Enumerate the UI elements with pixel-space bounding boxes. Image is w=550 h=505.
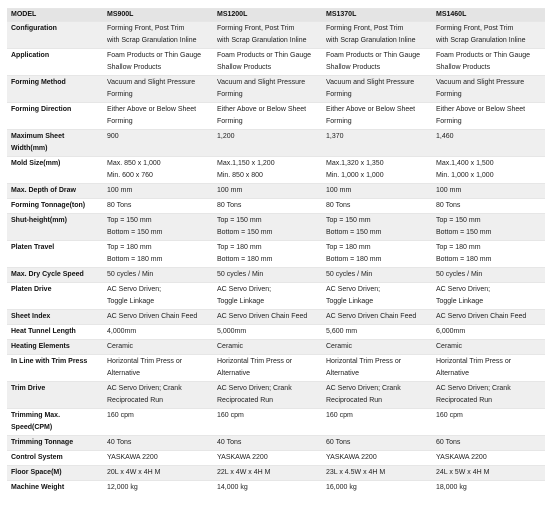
table-body bbox=[7, 22, 545, 496]
table-cell bbox=[322, 466, 432, 481]
cell-line: Shallow Products bbox=[436, 64, 491, 71]
header-row bbox=[7, 9, 545, 22]
cell-line: Ceramic bbox=[326, 343, 353, 350]
table-cell bbox=[432, 382, 545, 409]
cell-line: 60 Tons bbox=[436, 439, 461, 446]
table-cell bbox=[103, 184, 213, 199]
cell-line: Min. 1,000 x 1,000 bbox=[436, 172, 494, 179]
cell-line: Forming bbox=[326, 91, 352, 98]
cell-line: 100 mm bbox=[217, 187, 243, 194]
row-label bbox=[7, 382, 103, 409]
cell-line: 50 cycles / Min bbox=[436, 271, 483, 278]
table-cell bbox=[103, 283, 213, 310]
cell-line: Min. 1,000 x 1,000 bbox=[326, 172, 384, 179]
cell-line: 12,000 kg bbox=[107, 484, 138, 491]
table-cell bbox=[213, 268, 322, 283]
cell-line: Toggle Linkage bbox=[217, 298, 265, 305]
cell-line: 80 Tons bbox=[436, 202, 461, 209]
cell-line: Horizontal Trim Press or bbox=[107, 358, 183, 365]
table-cell bbox=[213, 409, 322, 436]
table-cell bbox=[103, 382, 213, 409]
table-cell bbox=[322, 76, 432, 103]
table-row bbox=[7, 340, 545, 355]
row-label bbox=[7, 310, 103, 325]
table-row bbox=[7, 310, 545, 325]
cell-line: 20L x 4W x 4H M bbox=[107, 469, 161, 476]
table-cell bbox=[432, 451, 545, 466]
cell-line: with Scrap Granulation Inline bbox=[217, 37, 307, 44]
cell-line: Max.1,150 x 1,200 bbox=[217, 160, 275, 167]
cell-line: 80 Tons bbox=[217, 202, 242, 209]
row-label bbox=[7, 268, 103, 283]
cell-line: 80 Tons bbox=[107, 202, 132, 209]
cell-line: Top = 150 mm bbox=[217, 217, 262, 224]
cell-line: 100 mm bbox=[107, 187, 133, 194]
cell-line: Bottom = 150 mm bbox=[107, 229, 163, 236]
cell-line: Alternative bbox=[326, 370, 360, 377]
table-header bbox=[7, 9, 545, 22]
cell-line: 50 cycles / Min bbox=[107, 271, 154, 278]
row-label bbox=[7, 481, 103, 496]
row-label bbox=[7, 466, 103, 481]
row-label-line: Trimming Max. bbox=[11, 412, 61, 419]
cell-line: YASKAWA 2200 bbox=[436, 454, 487, 461]
cell-line: Forming bbox=[436, 118, 462, 125]
cell-line: Top = 180 mm bbox=[217, 244, 262, 251]
cell-line: Top = 180 mm bbox=[436, 244, 481, 251]
cell-line: Toggle Linkage bbox=[326, 298, 374, 305]
cell-line: Bottom = 180 mm bbox=[326, 256, 382, 263]
row-label bbox=[7, 130, 103, 157]
row-label bbox=[7, 22, 103, 49]
row-label-line: Floor Space(M) bbox=[11, 469, 62, 476]
table-cell bbox=[322, 340, 432, 355]
cell-line: Forming bbox=[436, 91, 462, 98]
cell-line: 40 Tons bbox=[107, 439, 132, 446]
table-cell bbox=[432, 130, 545, 157]
cell-line: Horizontal Trim Press or bbox=[326, 358, 402, 365]
cell-line: Vacuum and Slight Pressure bbox=[217, 79, 306, 86]
table-cell bbox=[322, 382, 432, 409]
cell-line: Foam Products or Thin Gauge bbox=[436, 52, 531, 59]
table-cell bbox=[432, 214, 545, 241]
cell-line: Horizontal Trim Press or bbox=[436, 358, 512, 365]
table-cell bbox=[432, 355, 545, 382]
table-cell bbox=[103, 199, 213, 214]
table-cell bbox=[432, 409, 545, 436]
table-cell bbox=[322, 184, 432, 199]
table-cell bbox=[213, 481, 322, 496]
cell-line: 6,000mm bbox=[436, 328, 466, 335]
table-cell bbox=[432, 241, 545, 268]
cell-line: Toggle Linkage bbox=[436, 298, 484, 305]
cell-line: YASKAWA 2200 bbox=[217, 454, 268, 461]
header-cell-ms1200l: MS1200L bbox=[213, 9, 322, 22]
cell-line: Ceramic bbox=[217, 343, 244, 350]
table-cell bbox=[103, 22, 213, 49]
cell-line: Foam Products or Thin Gauge bbox=[107, 52, 202, 59]
cell-line: AC Servo Driven; Crank bbox=[217, 385, 292, 392]
table-cell bbox=[213, 466, 322, 481]
table-row bbox=[7, 157, 545, 184]
cell-line: 22L x 4W x 4H M bbox=[217, 469, 271, 476]
cell-line: Vacuum and Slight Pressure bbox=[436, 79, 525, 86]
cell-line: Toggle Linkage bbox=[107, 298, 155, 305]
cell-line: 23L x 4.5W x 4H M bbox=[326, 469, 386, 476]
table-cell bbox=[322, 325, 432, 340]
cell-line: Shallow Products bbox=[326, 64, 381, 71]
row-label-line: Platen Drive bbox=[11, 286, 52, 293]
table-row bbox=[7, 214, 545, 241]
table-cell bbox=[103, 130, 213, 157]
cell-line: Either Above or Below Sheet bbox=[107, 106, 197, 113]
cell-line: Top = 180 mm bbox=[107, 244, 152, 251]
row-label bbox=[7, 49, 103, 76]
table-cell bbox=[103, 325, 213, 340]
cell-line: 40 Tons bbox=[217, 439, 242, 446]
table-row bbox=[7, 199, 545, 214]
cell-line: Bottom = 180 mm bbox=[107, 256, 163, 263]
table-cell bbox=[213, 436, 322, 451]
cell-line: 160 cpm bbox=[326, 412, 353, 419]
cell-line: Max. 850 x 1,000 bbox=[107, 160, 161, 167]
table-cell bbox=[432, 268, 545, 283]
table-cell bbox=[103, 451, 213, 466]
table-row bbox=[7, 409, 545, 436]
cell-line: 1,460 bbox=[436, 133, 454, 140]
cell-line: 4,000mm bbox=[107, 328, 137, 335]
table-cell bbox=[103, 466, 213, 481]
cell-line: Shallow Products bbox=[107, 64, 162, 71]
cell-line: 14,000 kg bbox=[217, 484, 248, 491]
row-label-line: Machine Weight bbox=[11, 484, 65, 491]
table-cell bbox=[213, 22, 322, 49]
table-cell bbox=[213, 241, 322, 268]
table-cell bbox=[103, 241, 213, 268]
table-row bbox=[7, 184, 545, 199]
cell-line: Reciprocated Run bbox=[326, 397, 383, 404]
cell-line: with Scrap Granulation Inline bbox=[326, 37, 416, 44]
spec-table bbox=[7, 8, 545, 495]
table-cell bbox=[432, 466, 545, 481]
table-cell bbox=[322, 355, 432, 382]
cell-line: Forming Front, Post Trim bbox=[326, 25, 404, 32]
table-row bbox=[7, 103, 545, 130]
cell-line: Forming bbox=[217, 91, 243, 98]
row-label-line: Platen Travel bbox=[11, 244, 55, 251]
table-row bbox=[7, 355, 545, 382]
row-label-line: Application bbox=[11, 52, 50, 59]
table-cell bbox=[103, 436, 213, 451]
table-row bbox=[7, 382, 545, 409]
table-cell bbox=[213, 355, 322, 382]
table-cell bbox=[432, 157, 545, 184]
cell-line: Top = 150 mm bbox=[326, 217, 371, 224]
table-cell bbox=[213, 157, 322, 184]
table-cell bbox=[322, 409, 432, 436]
table-cell bbox=[322, 130, 432, 157]
cell-line: AC Servo Driven Chain Feed bbox=[107, 313, 198, 320]
cell-line: Forming bbox=[107, 91, 133, 98]
cell-line: Reciprocated Run bbox=[436, 397, 493, 404]
cell-line: 18,000 kg bbox=[436, 484, 467, 491]
table-cell bbox=[432, 199, 545, 214]
table-row bbox=[7, 22, 545, 49]
cell-line: Bottom = 150 mm bbox=[436, 229, 492, 236]
row-label bbox=[7, 199, 103, 214]
table-cell bbox=[322, 481, 432, 496]
table-cell bbox=[432, 103, 545, 130]
row-label bbox=[7, 451, 103, 466]
cell-line: 160 cpm bbox=[107, 412, 134, 419]
cell-line: Vacuum and Slight Pressure bbox=[107, 79, 196, 86]
row-label-line: Max. Depth of Draw bbox=[11, 187, 76, 194]
cell-line: 900 bbox=[107, 133, 119, 140]
cell-line: AC Servo Driven; bbox=[326, 286, 381, 293]
cell-line: Foam Products or Thin Gauge bbox=[217, 52, 312, 59]
cell-line: AC Servo Driven Chain Feed bbox=[217, 313, 308, 320]
cell-line: 50 cycles / Min bbox=[217, 271, 264, 278]
cell-line: Either Above or Below Sheet bbox=[326, 106, 416, 113]
table-cell bbox=[322, 283, 432, 310]
row-label-line: Maximum Sheet bbox=[11, 133, 65, 140]
cell-line: 5,600 mm bbox=[326, 328, 358, 335]
row-label bbox=[7, 184, 103, 199]
table-row bbox=[7, 325, 545, 340]
cell-line: Top = 150 mm bbox=[107, 217, 152, 224]
table-cell bbox=[432, 310, 545, 325]
cell-line: 50 cycles / Min bbox=[326, 271, 373, 278]
cell-line: AC Servo Driven; Crank bbox=[107, 385, 182, 392]
row-label bbox=[7, 325, 103, 340]
table-cell bbox=[432, 340, 545, 355]
cell-line: Bottom = 180 mm bbox=[436, 256, 492, 263]
table-row bbox=[7, 49, 545, 76]
table-cell bbox=[213, 76, 322, 103]
cell-line: Either Above or Below Sheet bbox=[436, 106, 526, 113]
table-cell bbox=[213, 103, 322, 130]
cell-line: AC Servo Driven Chain Feed bbox=[326, 313, 417, 320]
cell-line: Bottom = 150 mm bbox=[217, 229, 273, 236]
table-cell bbox=[322, 241, 432, 268]
table-cell bbox=[213, 310, 322, 325]
row-label bbox=[7, 355, 103, 382]
cell-line: 5,000mm bbox=[217, 328, 247, 335]
cell-line: 16,000 kg bbox=[326, 484, 357, 491]
table-cell bbox=[432, 436, 545, 451]
table-cell bbox=[322, 103, 432, 130]
cell-line: AC Servo Driven; bbox=[217, 286, 272, 293]
cell-line: 160 cpm bbox=[217, 412, 244, 419]
row-label-line: Trim Drive bbox=[11, 385, 46, 392]
table-cell bbox=[103, 340, 213, 355]
cell-line: Either Above or Below Sheet bbox=[217, 106, 307, 113]
cell-line: Reciprocated Run bbox=[107, 397, 164, 404]
table-cell bbox=[322, 451, 432, 466]
table-row bbox=[7, 466, 545, 481]
table-cell bbox=[213, 283, 322, 310]
header-cell-ms1370l: MS1370L bbox=[322, 9, 432, 22]
table-cell bbox=[213, 130, 322, 157]
cell-line: Forming bbox=[217, 118, 243, 125]
table-cell bbox=[322, 436, 432, 451]
table-cell bbox=[322, 268, 432, 283]
table-cell bbox=[322, 214, 432, 241]
row-label bbox=[7, 340, 103, 355]
cell-line: Ceramic bbox=[436, 343, 463, 350]
cell-line: Horizontal Trim Press or bbox=[217, 358, 293, 365]
cell-line: Bottom = 150 mm bbox=[326, 229, 382, 236]
row-label-line: Width(mm) bbox=[11, 145, 48, 152]
row-label bbox=[7, 409, 103, 436]
cell-line: Forming bbox=[107, 118, 133, 125]
cell-line: Min. 850 x 800 bbox=[217, 172, 263, 179]
table-cell bbox=[213, 325, 322, 340]
table-cell bbox=[213, 451, 322, 466]
cell-line: 1,370 bbox=[326, 133, 344, 140]
table-cell bbox=[103, 481, 213, 496]
cell-line: with Scrap Granulation Inline bbox=[107, 37, 197, 44]
table-cell bbox=[103, 310, 213, 325]
cell-line: Foam Products or Thin Gauge bbox=[326, 52, 421, 59]
table-row bbox=[7, 436, 545, 451]
table-cell bbox=[432, 283, 545, 310]
cell-line: Alternative bbox=[436, 370, 470, 377]
row-label bbox=[7, 436, 103, 451]
cell-line: 60 Tons bbox=[326, 439, 351, 446]
cell-line: Shallow Products bbox=[217, 64, 272, 71]
table-row bbox=[7, 130, 545, 157]
cell-line: Ceramic bbox=[107, 343, 134, 350]
cell-line: 1,200 bbox=[217, 133, 235, 140]
cell-line: YASKAWA 2200 bbox=[107, 454, 158, 461]
row-label-line: Mold Size(mm) bbox=[11, 160, 61, 167]
table-cell bbox=[322, 157, 432, 184]
table-cell bbox=[213, 49, 322, 76]
cell-line: Reciprocated Run bbox=[217, 397, 274, 404]
cell-line: AC Servo Driven; Crank bbox=[326, 385, 401, 392]
cell-line: 100 mm bbox=[326, 187, 352, 194]
cell-line: AC Servo Driven; bbox=[107, 286, 162, 293]
cell-line: 100 mm bbox=[436, 187, 462, 194]
header-cell-ms900l: MS900L bbox=[103, 9, 213, 22]
header-cell-model: MODEL bbox=[7, 9, 103, 22]
header-cell-ms1460l: MS1460L bbox=[432, 9, 545, 22]
cell-line: AC Servo Driven; bbox=[436, 286, 491, 293]
table-row bbox=[7, 241, 545, 268]
cell-line: AC Servo Driven Chain Feed bbox=[436, 313, 527, 320]
table-cell bbox=[103, 214, 213, 241]
table-cell bbox=[213, 184, 322, 199]
row-label bbox=[7, 214, 103, 241]
row-label-line: Heat Tunnel Length bbox=[11, 328, 76, 335]
cell-line: Forming Front, Post Trim bbox=[217, 25, 295, 32]
cell-line: 80 Tons bbox=[326, 202, 351, 209]
table-cell bbox=[103, 103, 213, 130]
cell-line: Max.1,320 x 1,350 bbox=[326, 160, 384, 167]
cell-line: Alternative bbox=[217, 370, 251, 377]
table-cell bbox=[322, 310, 432, 325]
cell-line: Min. 600 x 760 bbox=[107, 172, 153, 179]
row-label bbox=[7, 241, 103, 268]
row-label-line: Trimming Tonnage bbox=[11, 439, 74, 446]
table-cell bbox=[213, 199, 322, 214]
cell-line: Vacuum and Slight Pressure bbox=[326, 79, 415, 86]
table-cell bbox=[103, 355, 213, 382]
cell-line: Alternative bbox=[107, 370, 141, 377]
row-label-line: Forming Tonnage(ton) bbox=[11, 202, 86, 209]
row-label bbox=[7, 76, 103, 103]
table-cell bbox=[103, 76, 213, 103]
cell-line: 160 cpm bbox=[436, 412, 463, 419]
row-label-line: Forming Direction bbox=[11, 106, 72, 113]
table-cell bbox=[322, 22, 432, 49]
table-cell bbox=[432, 325, 545, 340]
row-label-line: Max. Dry Cycle Speed bbox=[11, 271, 84, 278]
row-label bbox=[7, 157, 103, 184]
table-cell bbox=[213, 340, 322, 355]
row-label bbox=[7, 283, 103, 310]
cell-line: Top = 180 mm bbox=[326, 244, 371, 251]
row-label-line: Configuration bbox=[11, 25, 57, 32]
table-cell bbox=[432, 49, 545, 76]
row-label-line: Speed(CPM) bbox=[11, 424, 53, 431]
table-cell bbox=[432, 184, 545, 199]
table-cell bbox=[432, 481, 545, 496]
row-label bbox=[7, 103, 103, 130]
cell-line: Forming bbox=[326, 118, 352, 125]
table-cell bbox=[322, 199, 432, 214]
row-label-line: Heating Elements bbox=[11, 343, 70, 350]
cell-line: with Scrap Granulation Inline bbox=[436, 37, 526, 44]
table-cell bbox=[213, 382, 322, 409]
table-cell bbox=[322, 49, 432, 76]
table-cell bbox=[432, 22, 545, 49]
table-cell bbox=[103, 157, 213, 184]
cell-line: Forming Front, Post Trim bbox=[436, 25, 514, 32]
row-label-line: In Line with Trim Press bbox=[11, 358, 88, 365]
row-label-line: Forming Method bbox=[11, 79, 66, 86]
cell-line: 24L x 5W x 4H M bbox=[436, 469, 490, 476]
cell-line: YASKAWA 2200 bbox=[326, 454, 377, 461]
table-cell bbox=[432, 76, 545, 103]
table-row bbox=[7, 481, 545, 496]
cell-line: Forming Front, Post Trim bbox=[107, 25, 185, 32]
table-row bbox=[7, 451, 545, 466]
table-row bbox=[7, 283, 545, 310]
row-label-line: Control System bbox=[11, 454, 63, 461]
table-row bbox=[7, 268, 545, 283]
table-cell bbox=[103, 268, 213, 283]
cell-line: Max.1,400 x 1,500 bbox=[436, 160, 494, 167]
table-cell bbox=[103, 49, 213, 76]
table-row bbox=[7, 76, 545, 103]
table-cell bbox=[213, 214, 322, 241]
row-label-line: Sheet Index bbox=[11, 313, 51, 320]
cell-line: AC Servo Driven; Crank bbox=[436, 385, 511, 392]
table-cell bbox=[103, 409, 213, 436]
cell-line: Bottom = 180 mm bbox=[217, 256, 273, 263]
cell-line: Top = 150 mm bbox=[436, 217, 481, 224]
row-label-line: Shut-height(mm) bbox=[11, 217, 67, 224]
